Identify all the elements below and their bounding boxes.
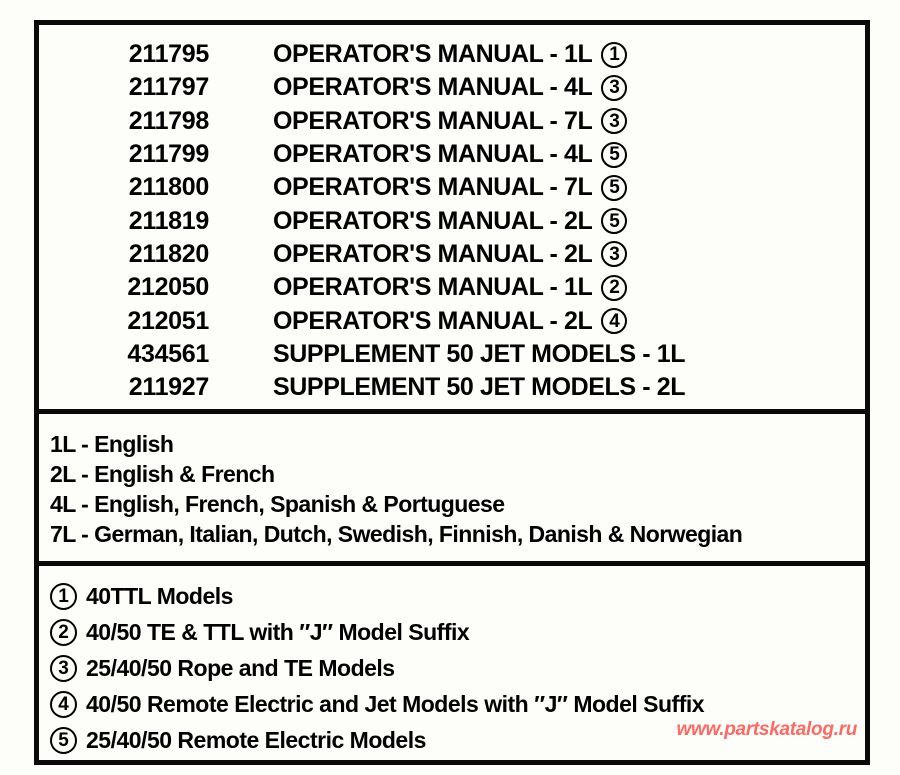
reference-circle-icon: 2 [601,275,627,301]
reference-circle-icon: 3 [601,108,627,134]
reference-circle-icon: 2 [50,619,77,646]
list-item [50,686,865,722]
language-legend-line: 4L - English, French, Spanish & Portuguese [50,491,505,517]
reference-circle-icon: 5 [50,727,77,754]
model-legend-section [39,566,865,760]
part-description [209,373,685,402]
part-description [209,73,627,102]
part-description [209,307,627,336]
site-watermark: www.partskatalog.ru [676,719,857,740]
part-description-text: OPERATOR'S MANUAL - 7L [273,173,593,202]
part-number: 211799 [128,140,209,169]
part-description-text: OPERATOR'S MANUAL - 2L [273,239,593,268]
model-legend-text: 40/50 Remote Electric and Jet Models with ″J″ Model Suffix [86,690,705,717]
part-description [209,340,685,369]
table-row [39,105,865,138]
table-row [39,238,865,271]
reference-circle-icon: 5 [601,142,627,168]
list-item [50,578,865,614]
table-row [39,138,865,171]
table-row [39,371,865,404]
part-number: 434561 [127,339,209,368]
reference-circle-icon: 3 [50,655,77,682]
list-item [50,614,865,650]
part-description-text: SUPPLEMENT 50 JET MODELS - 1L [273,339,686,368]
table-row [39,271,865,304]
list-item [50,650,865,686]
model-legend-text: 40/50 TE & TTL with ″J″ Model Suffix [86,618,470,645]
part-description-text: OPERATOR'S MANUAL - 4L [273,73,593,102]
reference-circle-icon: 5 [601,175,627,201]
model-legend-text: 40TTL Models [86,582,233,609]
language-legend-line: 2L - English & French [50,461,275,487]
part-description-text: SUPPLEMENT 50 JET MODELS - 2L [273,373,686,402]
part-description-text: OPERATOR'S MANUAL - 1L [273,273,593,302]
part-number: 212051 [127,306,209,335]
part-description [209,107,627,136]
part-description [209,173,627,202]
part-description [209,140,627,169]
part-number: 211820 [128,239,209,268]
part-description-text: OPERATOR'S MANUAL - 2L [273,306,593,335]
table-row [39,38,865,71]
part-description [209,40,627,69]
language-legend-section [39,414,865,566]
reference-circle-icon: 5 [601,208,627,234]
model-legend-text: 25/40/50 Rope and TE Models [86,654,395,681]
part-description-text: OPERATOR'S MANUAL - 4L [273,140,593,169]
model-legend-text: 25/40/50 Remote Electric Models [86,726,426,753]
language-legend-line: 7L - German, Italian, Dutch, Swedish, Finnish, Danish & Norwegian [50,521,743,547]
catalog-page-frame [34,20,870,765]
part-description [209,207,627,236]
reference-circle-icon: 3 [601,75,627,101]
part-number: 211797 [128,73,209,102]
table-row [39,338,865,371]
part-number: 211927 [128,373,209,402]
part-number: 211798 [128,106,209,135]
list-item [50,722,865,758]
part-number: 212050 [127,273,209,302]
part-number: 211819 [128,206,209,235]
reference-circle-icon: 1 [601,42,627,68]
reference-circle-icon: 1 [50,583,77,610]
part-number: 211800 [128,173,209,202]
part-number: 211795 [128,40,209,69]
table-row [39,204,865,237]
part-description [209,273,627,302]
part-description-text: OPERATOR'S MANUAL - 1L [273,40,593,69]
reference-circle-icon: 4 [50,691,77,718]
table-row [39,171,865,204]
table-row [39,71,865,104]
language-legend-line: 1L - English [50,431,174,457]
reference-circle-icon: 4 [601,308,627,334]
parts-table-section [39,25,865,414]
reference-circle-icon: 3 [601,241,627,267]
part-description [209,240,627,269]
part-description-text: OPERATOR'S MANUAL - 2L [273,206,593,235]
table-row [39,304,865,337]
part-description-text: OPERATOR'S MANUAL - 7L [273,106,593,135]
